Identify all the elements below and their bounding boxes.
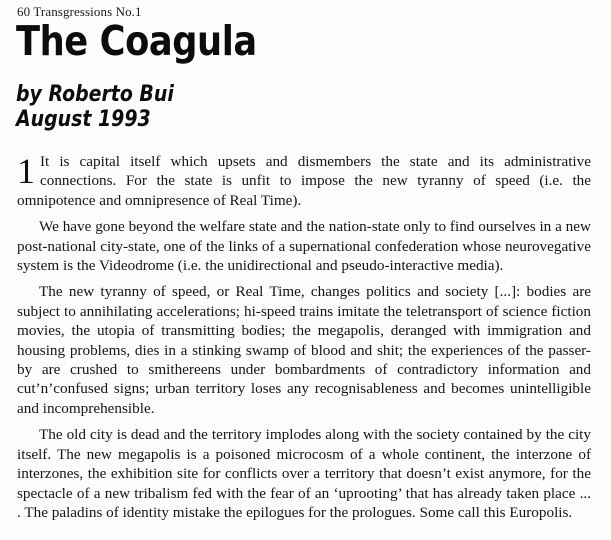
paragraph-1-text: It is capital itself which upsets and dismembers the state and its administrative connections. For the state is unfit to impose the new tyranny of speed (i.e. the omnipotence and omnipresence of Real Time).	[17, 153, 591, 209]
date-byline: August 1993	[16, 107, 151, 132]
paragraph-1	[17, 152, 591, 210]
article-title: The Coagula	[16, 17, 257, 65]
author-byline: by Roberto Bui	[16, 82, 174, 107]
article-body	[17, 152, 591, 529]
paragraph-2: We have gone beyond the welfare state and the nation-state only to find ourselves in a new post-national city-state, one of the links of a supernational confederation whose neurovegative system is the Videodrome (i.e. the unidirectional and pseudo-interactive media).	[17, 218, 591, 275]
drop-cap: 1	[17, 151, 35, 191]
running-head: 60 Transgressions No.1	[17, 4, 142, 19]
paragraph-3: The new tyranny of speed, or Real Time, changes politics and society [...]: bodies are subject to annihilating accelerations; hi-speed trains imitate the teletransport of science fiction movies, the utopia of transmitting bodies; the megapolis, deranged with immigration and housing problems, dies in a stinking swamp of blood and shit; the experiences of the passer-by are crushed to smithereens under bombardments of contradictory information and cut’n’confused signs; urban territory loses any recognisableness and becomes unintelligible and incomprehensible.	[17, 283, 591, 417]
paragraph-4: The old city is dead and the territory implodes along with the society contained by the city itself. The new megapolis is a poisoned microcosm of a whole continent, the interzone of interzones, the exhibition site for conflicts over a territory that doesn’t exist anymore, for the spectacle of a new tribalism fed with the fear of an ‘uprooting’ that has already taken place ... . The paladins of identity mistake the epilogues for the prologues. Some call this Europolis.	[17, 426, 591, 521]
